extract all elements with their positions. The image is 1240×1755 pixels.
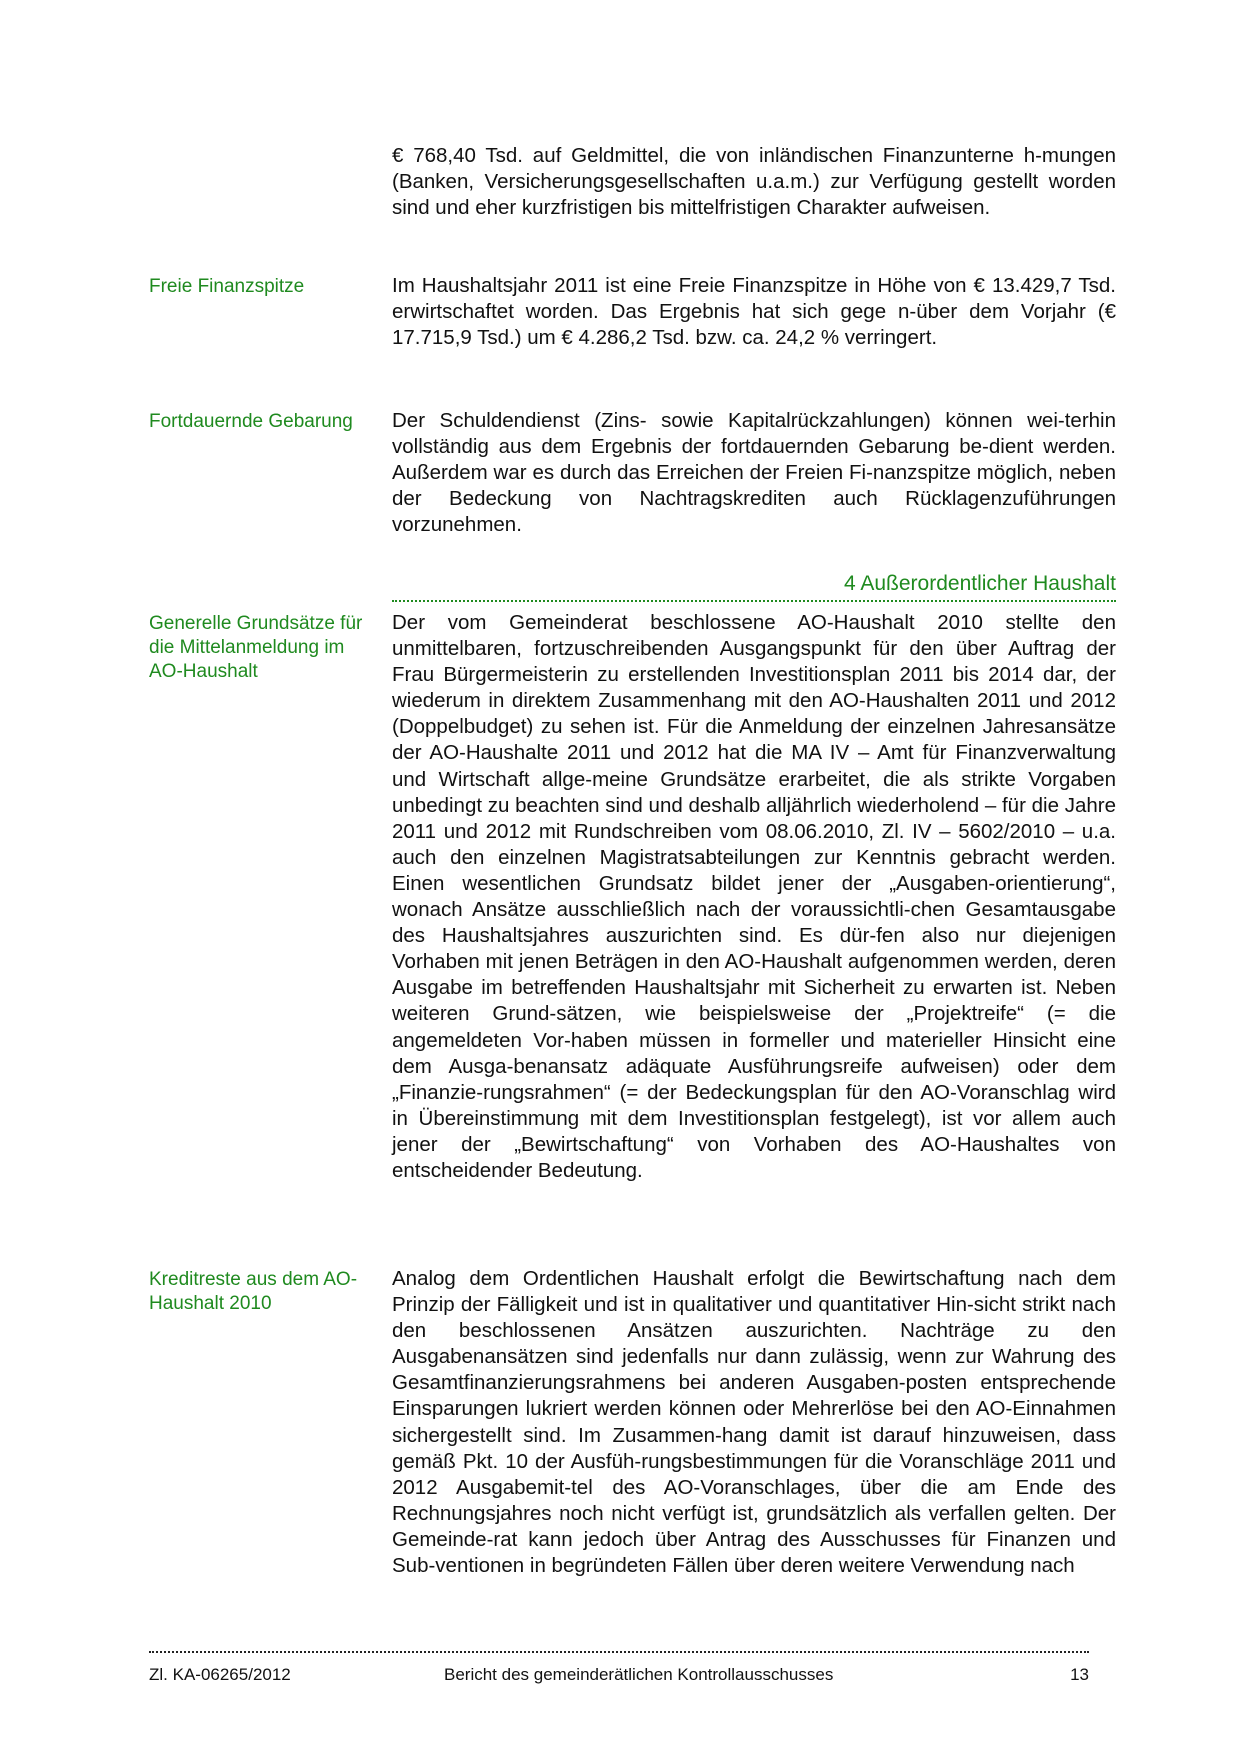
margin-label-generelle-grundsaetze: Generelle Grundsätze für die Mittelanmeldung im AO-Haushalt [149, 613, 363, 682]
footer-title: Bericht des gemeinderätlichen Kontrollausschusses [444, 1665, 834, 1684]
paragraph-fortdauernde-gebarung: Der Schuldendienst (Zins- sowie Kapitalrückzahlungen) können wei-terhin vollständig aus dem Ergebnis der fortdauernden Gebarung be-dient werden. Außerdem war es durch das Erreichen der Freien Fi-nanzspitze möglich, neben der Bedeckung von Nachtragskrediten auch Rücklagenzuführungen vorzunehmen. [392, 409, 1116, 537]
paragraph-freie-finanzspitze: Im Haushaltsjahr 2011 ist eine Freie Finanzspitze in Höhe von € 13.429,7 Tsd. erwirtschaftet worden. Das Ergebnis hat sich gege n-über dem Vorjahr (€ 17.715,9 Tsd.) um € 4.286,2 Tsd. bzw. ca. 24,2 % verringert. [392, 274, 1116, 350]
paragraph-kreditreste: Analog dem Ordentlichen Haushalt erfolgt die Bewirtschaftung nach dem Prinzip der Fälligkeit und ist in qualitativer und quantitativer Hin-sicht strikt nach den beschlossenen Ansätzen auszurichten. Nachträge zu den Ausgabenansätzen sind jedenfalls nur dann zulässig, wenn zur Wahrung des Gesamtfinanzierungsrahmens bei anderen Ausgaben-posten entsprechende Einsparungen lukriert werden können oder Mehrerlöse bei den AO-Einnahmen sichergestellt sind. Im Zusammen-hang damit ist darauf hinzuweisen, dass gemäß Pkt. 10 der Ausfüh-rungsbestimmungen für die Voranschläge 2011 und 2012 Ausgabemit-tel des AO-Voranschlages, über die am Ende des Rechnungsjahres noch nicht verfügt ist, grundsätzlich als verfallen gelten. Der Gemeinde-rat kann jedoch über Antrag des Ausschusses für Finanzen und Sub-ventionen in begründeten Fällen über deren weitere Verwendung nach [392, 1267, 1116, 1578]
footer-dotted-rule [149, 1651, 1089, 1653]
page-number: 13 [1070, 1665, 1089, 1684]
footer-reference: Zl. KA-06265/2012 [149, 1665, 291, 1684]
margin-label-fortdauernde-gebarung: Fortdauernde Gebarung [149, 411, 353, 432]
heading-dotted-rule [392, 600, 1116, 602]
margin-label-kreditreste: Kreditreste aus dem AO-Haushalt 2010 [149, 1269, 358, 1314]
paragraph-generelle-grundsaetze: Der vom Gemeinderat beschlossene AO-Haushalt 2010 stellte den unmittelbaren, fortzuschreibenden Ausgangspunkt für den über Auftrag der Frau Bürgermeisterin zu erstellenden Investitionsplan 2011 bis 2014 dar, der wiederum in direktem Zusammenhang mit den AO-Haushalten 2011 und 2012 (Doppelbudget) zu sehen ist. Für die Anmeldung der einzelnen Jahresansätze der AO-Haushalte 2011 und 2012 hat die MA IV – Amt für Finanzverwaltung und Wirtschaft allge-meine Grundsätze erarbeitet, die als strikte Vorgaben unbedingt zu beachten sind und deshalb alljährlich wiederholend – für die Jahre 2011 und 2012 mit Rundschreiben vom 08.06.2010, Zl. IV – 5602/2010 – u.a. auch den einzelnen Magistratsabteilungen zur Kenntnis gebracht werden. Einen wesentlichen Grundsatz bildet jener der „Ausgaben-orientierung“, wonach Ansätze ausschließlich nach der voraussichtli-chen Gesamtausgabe des Haushaltsjahres auszurichten sind. Es dür-fen also nur diejenigen Vorhaben mit jenen Beträgen in den AO-Haushalt aufgenommen werden, deren Ausgabe im betreffenden Haushaltsjahr mit Sicherheit zu erwarten ist. Neben weiteren Grund-sätzen, wie beispielsweise der „Projektreife“ (= die angemeldeten Vor-haben müssen in formeller und materieller Hinsicht eine dem Ausga-benansatz adäquate Ausführungsreife aufweisen) oder dem „Finanzie-rungsrahmen“ (= der Bedeckungsplan für den AO-Voranschlag wird in Übereinstimmung mit dem Investitionsplan festgelegt), ist vor allem auch jener der „Bewirtschaftung“ von Vorhaben des AO-Haushaltes von entscheidender Bedeutung. [392, 611, 1116, 1182]
margin-label-freie-finanzspitze: Freie Finanzspitze [149, 276, 305, 297]
section-heading: 4 Außerordentlicher Haushalt [844, 572, 1116, 595]
continuation-paragraph: € 768,40 Tsd. auf Geldmittel, die von inländischen Finanzunterne h-mungen (Banken, Versicherungsgesellschaften u.a.m.) zur Verfügung gestellt worden sind und eher kurzfristigen bis mittelfristigen Charakter aufweisen. [392, 144, 1116, 220]
